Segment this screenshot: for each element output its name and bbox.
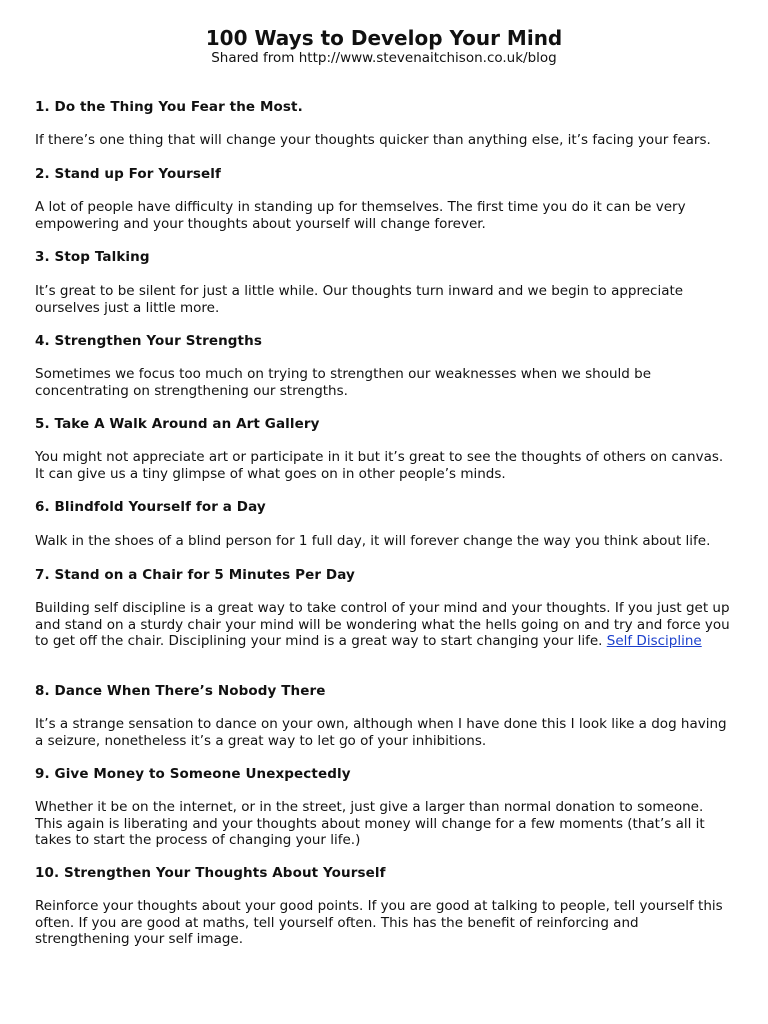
item-body-6: Walk in the shoes of a blind person for 1 full day, it will forever change the way you think about life. bbox=[35, 533, 711, 549]
item-body-9: Whether it be on the internet, or in the street, just give a larger than normal donation to someone. This again is liberating and your thoughts about money will change for a few moments (that’s all it takes to start the process of changing your life.) bbox=[35, 799, 705, 848]
item-heading-5: 5. Take A Walk Around an Art Gallery bbox=[35, 416, 320, 432]
item-heading-3: 3. Stop Talking bbox=[35, 249, 150, 265]
item-heading-8: 8. Dance When There’s Nobody There bbox=[35, 683, 326, 699]
item-heading-4: 4. Strengthen Your Strengths bbox=[35, 333, 262, 349]
item-heading-7: 7. Stand on a Chair for 5 Minutes Per Day bbox=[35, 567, 355, 583]
item-heading-6: 6. Blindfold Yourself for a Day bbox=[35, 499, 266, 515]
item-body-2: A lot of people have difficulty in standing up for themselves. The first time you do it can be very empowering and your thoughts about yourself will change forever. bbox=[35, 199, 686, 232]
item-body-7-text: Building self discipline is a great way to take control of your mind and your thoughts. If you just get up and stand on a sturdy chair your mind will be wondering what the hells going on and try and force you to get off the chair. Disciplining your mind is a great way to start changing your life. bbox=[35, 600, 730, 649]
item-body-10: Reinforce your thoughts about your good points. If you are good at talking to people, tell yourself this often. If you are good at maths, tell yourself often. This has the benefit of reinforcing and strengthening your self image. bbox=[35, 898, 723, 947]
item-heading-10: 10. Strengthen Your Thoughts About Yourself bbox=[35, 865, 386, 881]
page-subtitle: Shared from http://www.stevenaitchison.co.uk/blog bbox=[211, 50, 557, 66]
item-heading-1: 1. Do the Thing You Fear the Most. bbox=[35, 99, 303, 115]
item-body-4: Sometimes we focus too much on trying to strengthen our weaknesses when we should be concentrating on strengthening our strengths. bbox=[35, 366, 652, 399]
item-body-3: It’s great to be silent for just a little while. Our thoughts turn inward and we begin to appreciate ourselves just a little more. bbox=[35, 283, 684, 316]
item-body-5: You might not appreciate art or participate in it but it’s great to see the thoughts of others on canvas. It can give us a tiny glimpse of what goes on in other people’s minds. bbox=[35, 449, 724, 482]
item-body-8: It’s a strange sensation to dance on your own, although when I have done this I look like a dog having a seizure, nonetheless it’s a great way to let go of your inhibitions. bbox=[35, 716, 727, 749]
item-body-1: If there’s one thing that will change your thoughts quicker than anything else, it’s facing your fears. bbox=[35, 132, 711, 148]
page-title: 100 Ways to Develop Your Mind bbox=[205, 26, 563, 50]
item-body-7 bbox=[35, 600, 733, 650]
item-heading-9: 9. Give Money to Someone Unexpectedly bbox=[35, 766, 351, 782]
item-heading-2: 2. Stand up For Yourself bbox=[35, 166, 221, 182]
self-discipline-link[interactable]: Self Discipline bbox=[606, 633, 702, 649]
